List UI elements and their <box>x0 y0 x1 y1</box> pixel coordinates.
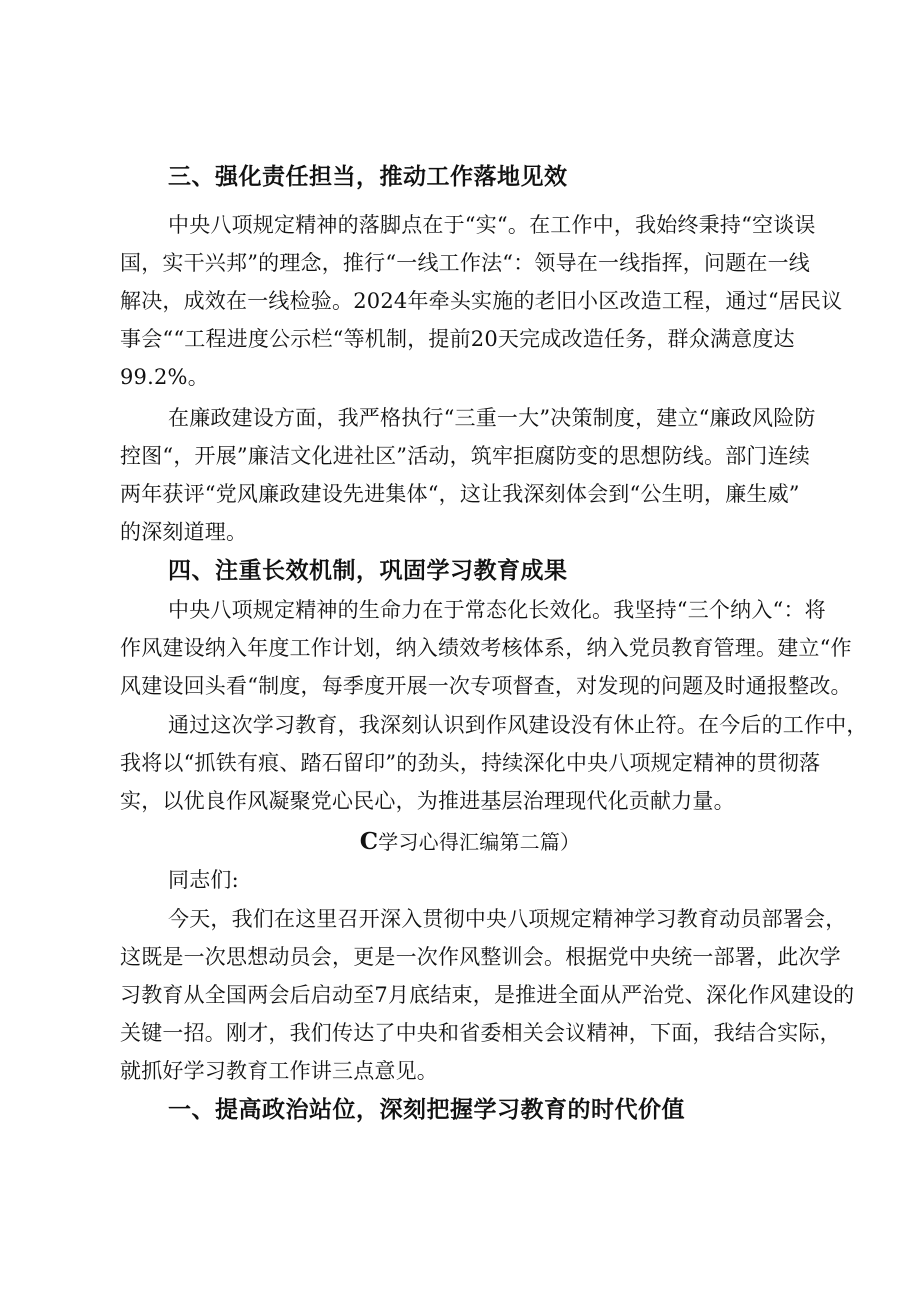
part-title-text: 学习心得汇编第二篇） <box>378 830 581 854</box>
section-heading-4: 四、注重长效机制，巩固学习教育成果 <box>168 558 568 584</box>
paragraph-line: 事会““工程进度公示栏“等机制，提前20天完成改造任务，群众满意度达 <box>120 327 795 351</box>
section-heading-1: 一、提高政治站位，深刻把握学习教育的时代价值 <box>168 1097 685 1123</box>
paragraph-line: 今天，我们在这里召开深入贯彻中央八项规定精神学习教育动员部署会， <box>168 907 847 931</box>
paragraph-line: 这既是一次思想动员会，更是一次作风整训会。根据党中央统一部署，此次学 <box>120 945 841 969</box>
paragraph-line: 99.2%。 <box>120 365 209 389</box>
section-heading-3: 三、强化责任担当，推动工作落地见效 <box>168 164 568 190</box>
paragraph-line: 就抓好学习教育工作讲三点意见。 <box>120 1059 438 1083</box>
paragraph-line: 关键一招。刚才，我们传达了中央和省委相关会议精神，下面，我结合实际， <box>120 1021 841 1045</box>
paragraph-line: 风建设回头看“制度，每季度开展一次专项督查，对发现的问题及时通报整改。 <box>120 674 852 698</box>
paragraph-line: 通过这次学习教育，我深刻认识到作风建设没有休止符。在今后的工作中， <box>168 713 868 737</box>
paragraph-line: 作风建设纳入年度工作计划，纳入绩效考核体系，纳入党员教育管理。建立“作 <box>120 636 852 660</box>
part-title-cap: C <box>359 828 379 855</box>
paragraph-line: 在廉政建设方面，我严格执行“三重一大”决策制度，建立“廉政风险防 <box>168 406 816 430</box>
paragraph-line: 的深刻道理。 <box>120 520 248 544</box>
paragraph-line: 习教育从全国两会后启动至7月底结束，是推进全面从严治党、深化作风建设的 <box>120 983 855 1007</box>
paragraph-line: 中央八项规定精神的落脚点在于“实“。在工作中，我始终秉持“空谈误 <box>168 213 816 237</box>
paragraph-line: 实，以优良作风凝聚党心民心，为推进基层治理现代化贡献力量。 <box>120 789 735 813</box>
paragraph-line: 国，实干兴邦”的理念，推行“一线工作法“：领导在一线指挥，问题在一线 <box>120 251 811 275</box>
paragraph-line: 我将以“抓铁有痕、踏石留印”的劲头，持续深化中央八项规定精神的贯彻落 <box>120 751 821 775</box>
paragraph-line: 两年获评“党风廉政建设先进集体“，这让我深刻体会到“公生明，廉生威” <box>120 482 800 506</box>
paragraph-line: 中央八项规定精神的生命力在于常态化长效化。我坚持“三个纳入“：将 <box>168 598 826 622</box>
salutation: 同志们: <box>168 868 239 892</box>
paragraph-line: 解决，成效在一线检验。2024年牵头实施的老旧小区改造工程，通过“居民议 <box>120 289 843 313</box>
part-title <box>120 824 820 860</box>
paragraph-line: 控图“，开展”廉洁文化进社区”活动，筑牢拒腐防变的思想防线。部门连续 <box>120 444 811 468</box>
